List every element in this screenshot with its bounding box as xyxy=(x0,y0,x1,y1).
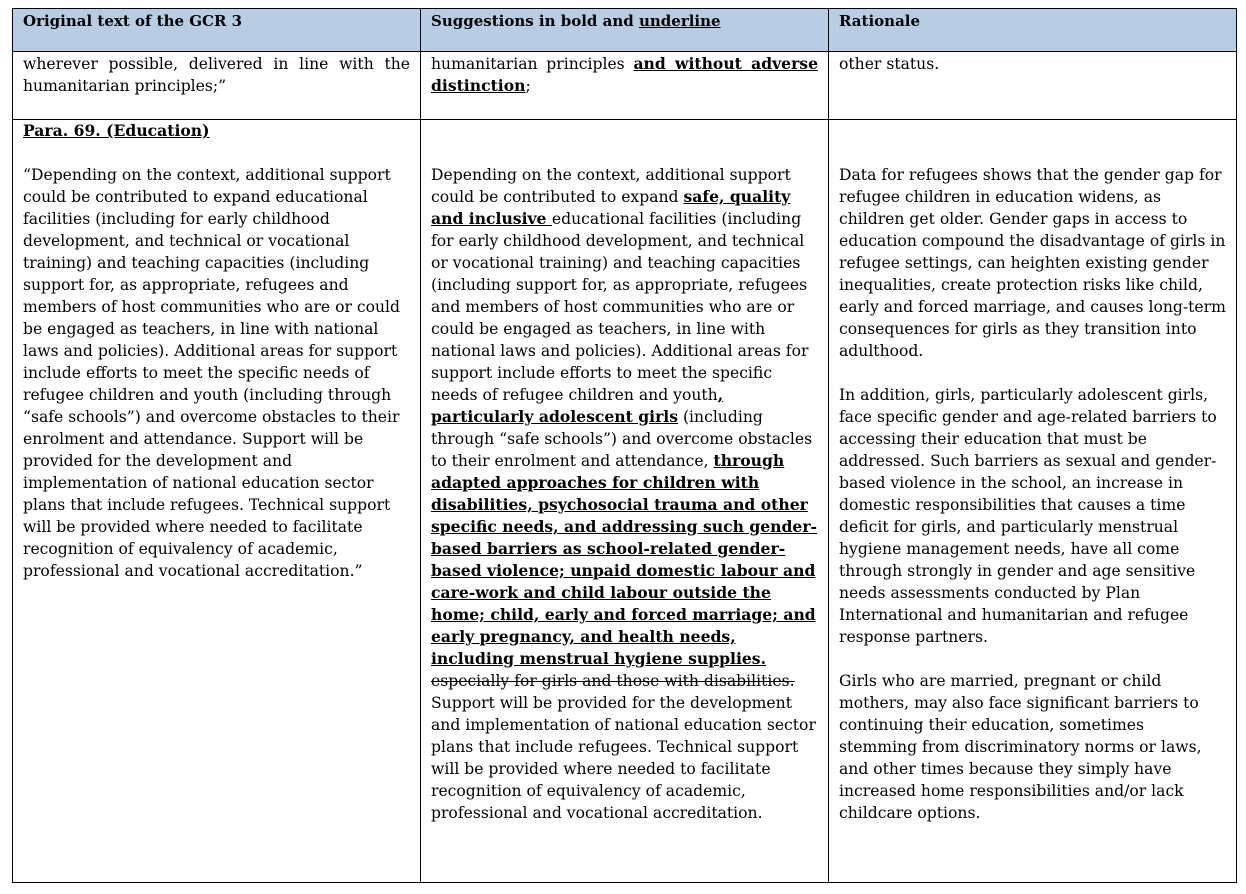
comparison-table xyxy=(12,8,1237,883)
table-row xyxy=(13,120,1237,883)
suggestion-segment: Support will be provided for the development and implementation of national education sector plans that include refugees. Technical support will be provided where needed to facilitate recognition of equivalency of academic, professional and vocational accreditation. xyxy=(431,694,816,822)
header-original-label: Original text of the GCR 3 xyxy=(23,12,243,30)
row2-rationale xyxy=(829,120,1237,883)
header-suggestions-underline: underline xyxy=(638,12,721,30)
header-original xyxy=(13,9,421,52)
rationale-paragraph: Data for refugees shows that the gender gap for refugee children in education widens, as children get older. Gender gaps in access to education compound the disadvantage of girls in refugee settings, can heighten existing gender inequalities, create protection risks like child, early and forced marriage, and causes long-term consequences for girls as they transition into adulthood. xyxy=(839,166,1226,360)
row1-original-text: wherever possible, delivered in line with the humanitarian principles;” xyxy=(23,55,410,95)
row1-original xyxy=(13,52,421,120)
header-rationale xyxy=(829,9,1237,52)
para-heading: Para. 69. (Education) xyxy=(23,121,210,140)
header-rationale-label: Rationale xyxy=(839,12,921,30)
suggestion-bold-segment: , particularly adolescent girls xyxy=(431,385,724,426)
row1-suggestion xyxy=(421,52,829,120)
row1-suggestion-bold: and without adverse distinction xyxy=(431,54,818,95)
suggestion-struck-segment: especially for girls and those with disabilities. xyxy=(431,672,795,690)
rationale-paragraph: Girls who are married, pregnant or child mothers, may also face significant barriers to continuing their education, sometimes stemming from discriminatory norms or laws, and other times because they simply have increased home responsibilities and/or lack childcare options. xyxy=(839,672,1202,822)
row2-suggestion xyxy=(421,120,829,883)
row2-suggestion-text xyxy=(431,164,818,824)
row2-original-text: “Depending on the context, additional support could be contributed to expand educational facilities (including for early childhood development, and technical or vocational training) and teaching capacities (including support for, as appropriate, refugees and members of host communities who are or could be engaged as teachers, in line with national laws and policies). Additional areas for support include efforts to meet the specific needs of refugee children and youth (including through “safe schools”) and overcome obstacles to their enrolment and attendance. Support will be provided for the development and implementation of national education sector plans that include refugees. Technical support will be provided where needed to facilitate recognition of equivalency of academic, professional and vocational accreditation.” xyxy=(23,166,401,580)
row1-rationale-text: other status. xyxy=(839,55,940,73)
table-row xyxy=(13,52,1237,120)
row1-suggestion-text: humanitarian principles xyxy=(431,55,634,73)
suggestion-bold-segment: through adapted approaches for children with disabilities, psychosocial trauma and other specific needs, and addressing such gender-based barriers as school-related gender-based violence; unpaid domestic labour and care-work and child labour outside the home; child, early and forced marriage; and early pregnancy, and health needs, including menstrual hygiene supplies. xyxy=(431,451,818,668)
row1-suggestion-end: ; xyxy=(525,77,531,95)
header-row xyxy=(13,9,1237,52)
header-suggestions-label: Suggestions in bold and xyxy=(431,12,639,30)
suggestion-segment: educational facilities (including for early childhood development, and technical or vocational training) and teaching capacities (including support for, as appropriate, refugees and members of host communities who are or could be engaged as teachers, in line with national laws and policies). Additional areas for support include efforts to meet the specific needs of refugee children and youth xyxy=(431,210,809,404)
suggestion-segment: Depending on the context, additional support could be contributed to expand xyxy=(431,166,791,206)
row1-rationale xyxy=(829,52,1237,120)
header-suggestions xyxy=(421,9,829,52)
suggestion-segment: (including through “safe schools”) and overcome obstacles to their enrolment and attendance, xyxy=(431,408,813,470)
rationale-paragraph: In addition, girls, particularly adolescent girls, face specific gender and age-related barriers to accessing their education that must be addressed. Such barriers as sexual and gender-based violence in the school, an increase in domestic responsibilities that causes a time deficit for girls, and particularly menstrual hygiene management needs, have all come through strongly in gender and age sensitive needs assessments conducted by Plan International and humanitarian and refugee response partners. xyxy=(839,386,1217,646)
suggestion-bold-segment: safe, quality and inclusive xyxy=(431,187,791,228)
row2-original xyxy=(13,120,421,883)
